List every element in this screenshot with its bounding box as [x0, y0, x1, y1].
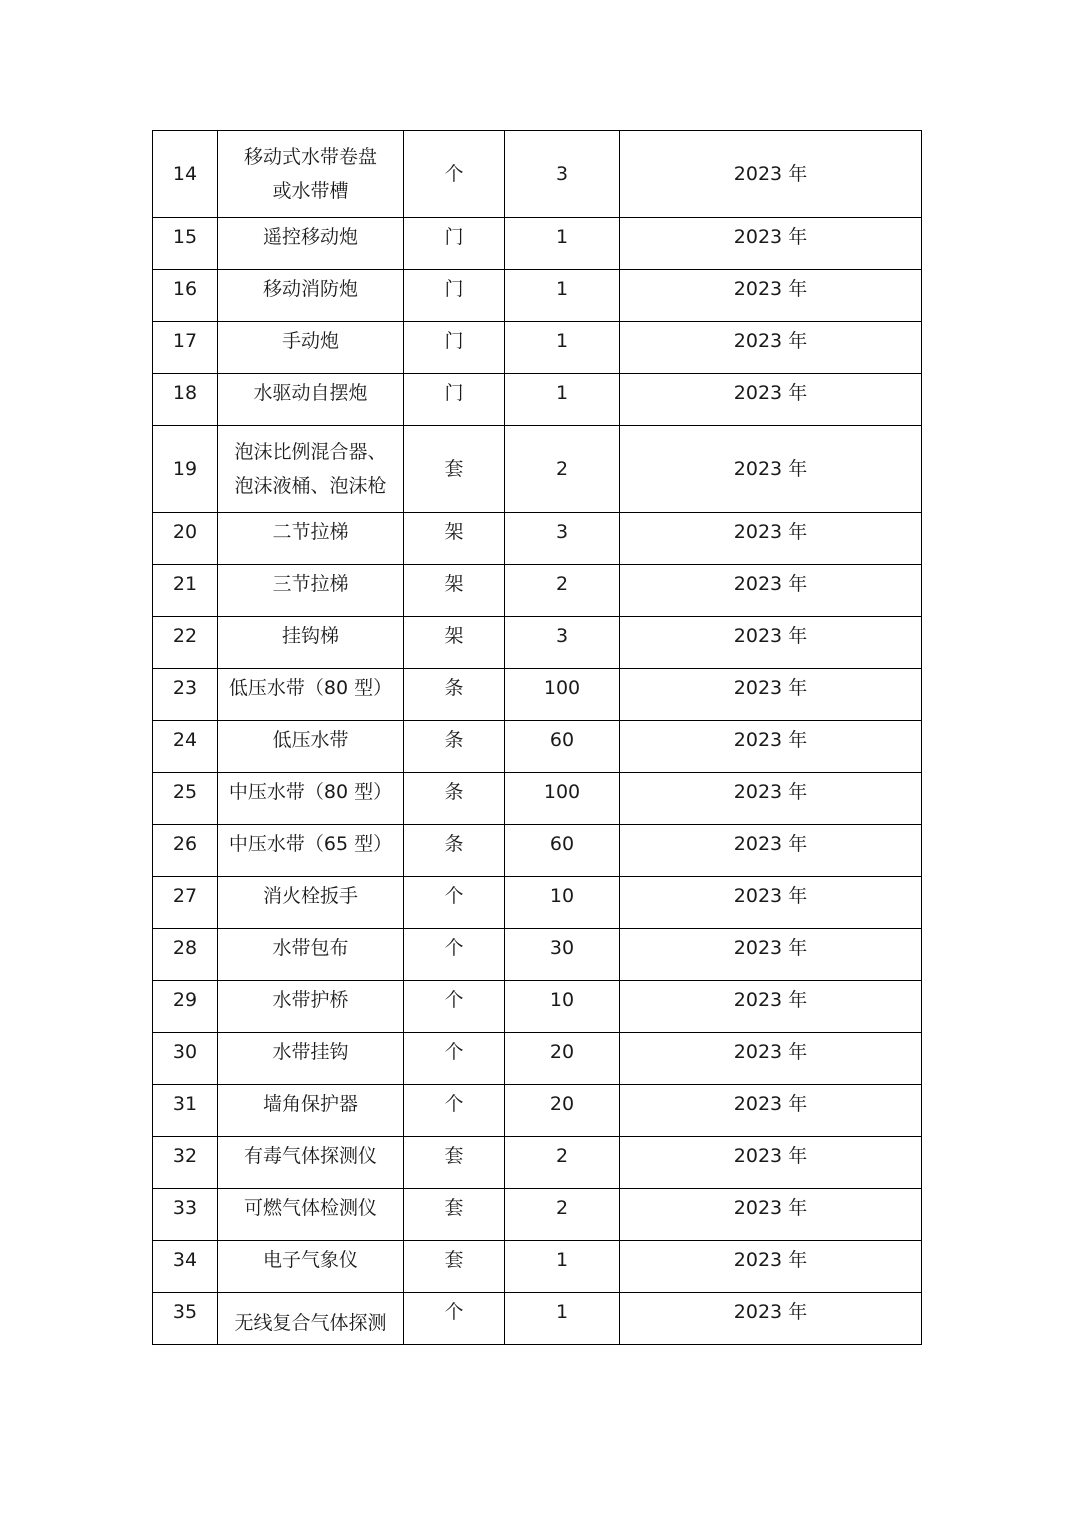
item-unit: 套: [404, 1137, 505, 1189]
row-number: 29: [153, 981, 218, 1033]
item-quantity: 100: [505, 669, 620, 721]
table-row: [153, 513, 922, 565]
item-unit: 门: [404, 322, 505, 374]
table-row: [153, 669, 922, 721]
row-number: 30: [153, 1033, 218, 1085]
item-unit: 门: [404, 270, 505, 322]
item-name: 手动炮: [218, 322, 404, 374]
row-number: 24: [153, 721, 218, 773]
item-unit: 个: [404, 1293, 505, 1345]
item-unit: 门: [404, 374, 505, 426]
row-number: 25: [153, 773, 218, 825]
item-unit: 条: [404, 669, 505, 721]
item-unit: 条: [404, 721, 505, 773]
item-name: 水驱动自摆炮: [218, 374, 404, 426]
item-quantity: 1: [505, 374, 620, 426]
item-year: 2023 年: [620, 374, 922, 426]
item-quantity: 1: [505, 270, 620, 322]
item-name: 电子气象仪: [218, 1241, 404, 1293]
item-quantity: 60: [505, 825, 620, 877]
item-quantity: 100: [505, 773, 620, 825]
item-unit: 条: [404, 825, 505, 877]
item-year: 2023 年: [620, 1293, 922, 1345]
item-unit: 条: [404, 773, 505, 825]
table-row: [153, 1241, 922, 1293]
table-row: [153, 617, 922, 669]
item-name: 三节拉梯: [218, 565, 404, 617]
row-number: 15: [153, 218, 218, 270]
item-quantity: 20: [505, 1033, 620, 1085]
item-year: 2023 年: [620, 322, 922, 374]
item-name-text: 移动式水带卷盘或水带槽: [243, 146, 377, 202]
item-unit: 架: [404, 565, 505, 617]
row-number: 16: [153, 270, 218, 322]
item-quantity: 60: [505, 721, 620, 773]
table-row: [153, 131, 922, 218]
item-unit: 架: [404, 617, 505, 669]
item-year: 2023 年: [620, 981, 922, 1033]
table-row: [153, 981, 922, 1033]
table-row: [153, 1137, 922, 1189]
item-quantity: 10: [505, 877, 620, 929]
item-name: 无线复合气体探测: [218, 1293, 404, 1345]
item-unit: 个: [404, 981, 505, 1033]
item-year: 2023 年: [620, 721, 922, 773]
table-row: [153, 1293, 922, 1345]
table-row: [153, 426, 922, 513]
item-quantity: 1: [505, 1241, 620, 1293]
item-unit: 个: [404, 1085, 505, 1137]
item-year: 2023 年: [620, 773, 922, 825]
item-name: 消火栓扳手: [218, 877, 404, 929]
item-year: 2023 年: [620, 1189, 922, 1241]
item-year: 2023 年: [620, 1241, 922, 1293]
table-row: [153, 825, 922, 877]
table-row: [153, 721, 922, 773]
item-unit: 个: [404, 877, 505, 929]
row-number: 19: [153, 426, 218, 513]
item-year: 2023 年: [620, 825, 922, 877]
document-page: [152, 130, 921, 1345]
table-row: [153, 1085, 922, 1137]
row-number: 17: [153, 322, 218, 374]
item-quantity: 1: [505, 322, 620, 374]
item-year: 2023 年: [620, 669, 922, 721]
item-unit: 门: [404, 218, 505, 270]
equipment-table: [152, 130, 922, 1345]
item-name: 挂钩梯: [218, 617, 404, 669]
item-quantity: 3: [505, 513, 620, 565]
item-year: 2023 年: [620, 565, 922, 617]
item-year: 2023 年: [620, 513, 922, 565]
item-name: 可燃气体检测仪: [218, 1189, 404, 1241]
item-name: 中压水带（65 型）: [218, 825, 404, 877]
item-name: [218, 426, 404, 513]
item-unit: 架: [404, 513, 505, 565]
item-unit: 个: [404, 1033, 505, 1085]
item-quantity: 30: [505, 929, 620, 981]
item-name: 墙角保护器: [218, 1085, 404, 1137]
item-year: 2023 年: [620, 1137, 922, 1189]
item-unit: 个: [404, 929, 505, 981]
item-unit: 套: [404, 1189, 505, 1241]
item-unit: 套: [404, 426, 505, 513]
item-year: 2023 年: [620, 270, 922, 322]
row-number: 35: [153, 1293, 218, 1345]
item-quantity: 10: [505, 981, 620, 1033]
item-name: 有毒气体探测仪: [218, 1137, 404, 1189]
table-row: [153, 565, 922, 617]
table-row: [153, 877, 922, 929]
item-quantity: 2: [505, 565, 620, 617]
item-unit: 套: [404, 1241, 505, 1293]
item-year: 2023 年: [620, 617, 922, 669]
row-number: 27: [153, 877, 218, 929]
row-number: 21: [153, 565, 218, 617]
row-number: 14: [153, 131, 218, 218]
item-quantity: 3: [505, 131, 620, 218]
row-number: 18: [153, 374, 218, 426]
item-name: 水带护桥: [218, 981, 404, 1033]
item-year: 2023 年: [620, 1033, 922, 1085]
item-year: 2023 年: [620, 218, 922, 270]
item-name: 移动消防炮: [218, 270, 404, 322]
item-quantity: 1: [505, 218, 620, 270]
table-row: [153, 374, 922, 426]
item-name: 低压水带: [218, 721, 404, 773]
item-name: 中压水带（80 型）: [218, 773, 404, 825]
table-row: [153, 322, 922, 374]
item-quantity: 2: [505, 1189, 620, 1241]
item-name: 水带包布: [218, 929, 404, 981]
table-body: [153, 131, 922, 1345]
row-number: 26: [153, 825, 218, 877]
table-row: [153, 1189, 922, 1241]
row-number: 31: [153, 1085, 218, 1137]
table-row: [153, 270, 922, 322]
item-name: [218, 131, 404, 218]
item-quantity: 2: [505, 426, 620, 513]
item-name-text: 泡沫比例混合器、泡沫液桶、泡沫枪: [234, 441, 387, 497]
item-quantity: 2: [505, 1137, 620, 1189]
item-name: 二节拉梯: [218, 513, 404, 565]
item-name: 遥控移动炮: [218, 218, 404, 270]
row-number: 32: [153, 1137, 218, 1189]
table-row: [153, 773, 922, 825]
table-row: [153, 929, 922, 981]
table-row: [153, 218, 922, 270]
item-year: 2023 年: [620, 877, 922, 929]
row-number: 34: [153, 1241, 218, 1293]
item-quantity: 20: [505, 1085, 620, 1137]
row-number: 28: [153, 929, 218, 981]
item-name: 低压水带（80 型）: [218, 669, 404, 721]
item-quantity: 1: [505, 1293, 620, 1345]
table-row: [153, 1033, 922, 1085]
item-unit: 个: [404, 131, 505, 218]
item-name: 水带挂钩: [218, 1033, 404, 1085]
row-number: 33: [153, 1189, 218, 1241]
item-quantity: 3: [505, 617, 620, 669]
item-year: 2023 年: [620, 929, 922, 981]
item-year: 2023 年: [620, 131, 922, 218]
row-number: 22: [153, 617, 218, 669]
row-number: 20: [153, 513, 218, 565]
item-year: 2023 年: [620, 426, 922, 513]
item-year: 2023 年: [620, 1085, 922, 1137]
row-number: 23: [153, 669, 218, 721]
